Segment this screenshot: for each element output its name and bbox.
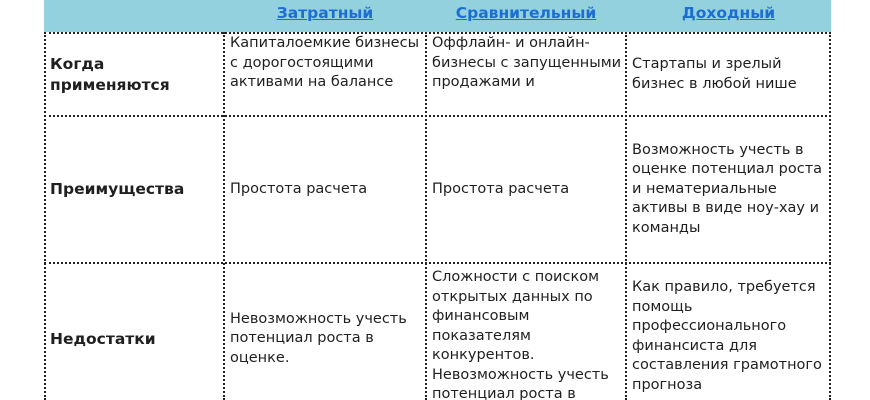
comparison-table (44, 0, 831, 400)
row-label: Когда применяются (50, 54, 170, 94)
header-link-comparative[interactable]: Сравнительный (455, 4, 597, 22)
cell-text: Возможность учесть в оценке потенциал роста и нематериальные активы в виде ноу-хау и команды (632, 141, 823, 236)
header-link-income[interactable]: Доходный (681, 4, 776, 22)
table-row (44, 117, 831, 264)
table-cell (426, 117, 626, 262)
table-cell (224, 117, 426, 262)
grid-line (44, 32, 46, 400)
cell-text: Простота расчета (230, 180, 368, 197)
table-row (44, 34, 831, 117)
table-cell (426, 264, 626, 400)
table-cell (224, 34, 426, 115)
table-cell (626, 117, 831, 262)
table-row (44, 264, 831, 400)
grid-line (425, 32, 427, 400)
cell-text: Капиталоемкие бизнесы с дорогостоящими активами на балансе (230, 35, 420, 90)
cell-text: Оффлайн- и онлайн-бизнесы с запущенными продажами и (432, 35, 622, 90)
grid-line (625, 32, 627, 400)
header-link-cost[interactable]: Затратный (276, 4, 374, 22)
row-label: Преимущества (50, 180, 185, 198)
grid-line (829, 32, 831, 400)
grid-line (223, 32, 225, 400)
table-cell (626, 264, 831, 400)
table-cell (426, 34, 626, 115)
row-label: Недостатки (50, 329, 156, 348)
table-cell (626, 34, 831, 115)
table-header (44, 0, 831, 32)
cell-text: Невозможность учесть потенциал роста в оценке. (230, 310, 407, 366)
cell-text: Стартапы и зрелый бизнес в любой нише (632, 56, 797, 92)
row-label-cell (44, 117, 224, 262)
cell-text: Как правило, требуется помощь профессионального финансиста для составления грамотного прогноза (632, 279, 822, 393)
row-label-cell (44, 264, 224, 400)
row-label-cell (44, 34, 224, 115)
table-cell (224, 264, 426, 400)
cell-text: Сложности с поиском открытых данных по финансовым показателям конкурентов. Невозможность учесть потенциал роста в (432, 269, 609, 400)
cell-text: Простота расчета (432, 180, 570, 197)
